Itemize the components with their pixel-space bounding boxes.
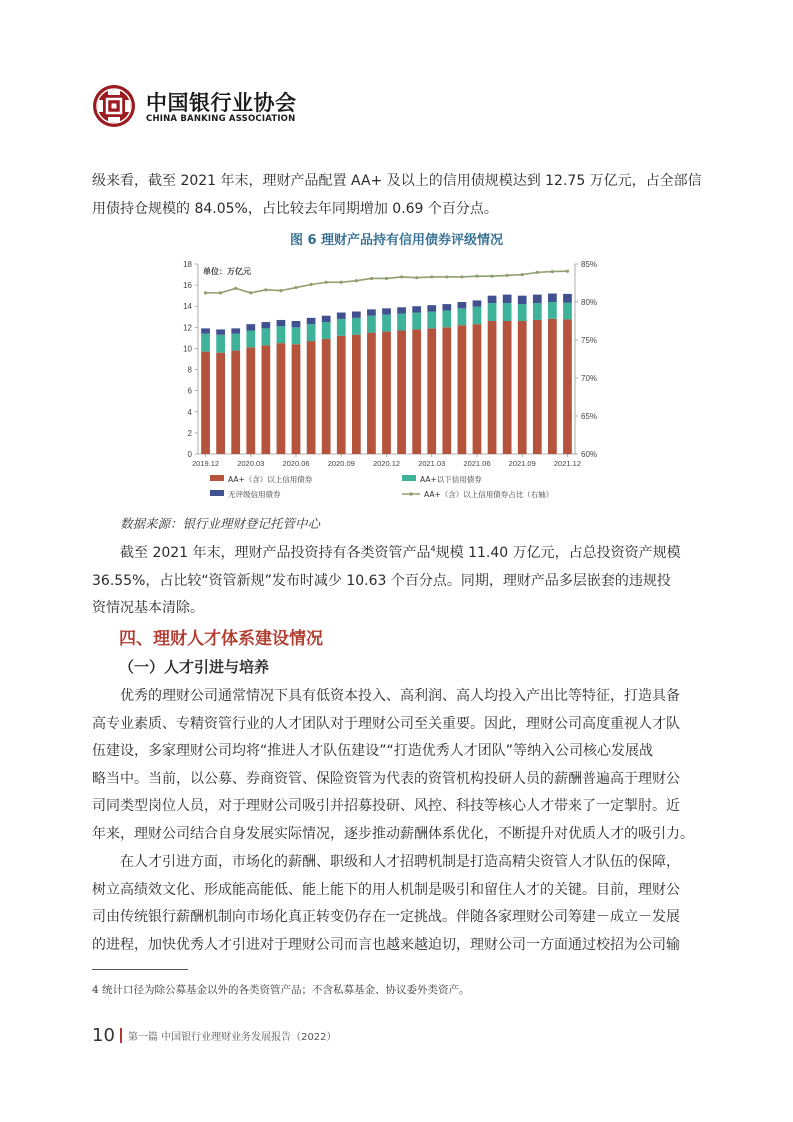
bar-aa-plus-above — [352, 335, 361, 454]
footer-divider — [120, 1028, 122, 1043]
bar-aa-plus-above — [442, 327, 451, 454]
ratio-point — [475, 275, 478, 278]
y2-tick-label: 60% — [581, 450, 598, 459]
bar-aa-plus-above — [503, 321, 512, 454]
unit-label: 单位：万亿元 — [203, 267, 251, 276]
ratio-point — [234, 287, 237, 290]
ratio-point — [400, 275, 403, 278]
bar-unrated — [503, 295, 512, 303]
org-name-cn: 中国银行业协会 — [146, 90, 297, 115]
text-line: 的进程，加快优秀人才引进对于理财公司而言也越来越迫切，理财公司一方面通过校招为公司输 — [92, 936, 680, 953]
y-tick-label: 10 — [183, 344, 192, 354]
x-tick-label: 2019.12 — [191, 459, 220, 468]
bar-aa-plus-below — [201, 334, 210, 352]
bar-aa-plus-above — [322, 339, 331, 454]
bar-aa-plus-above — [382, 332, 391, 454]
bar-unrated — [322, 316, 331, 322]
y-tick-label: 14 — [183, 302, 192, 312]
x-tick-label: 2020.09 — [327, 459, 355, 468]
ratio-point — [490, 275, 493, 278]
y-tick-label: 0 — [187, 450, 192, 459]
bar-unrated — [442, 304, 451, 310]
page-footer — [92, 1024, 337, 1046]
bar-unrated — [518, 296, 527, 304]
ratio-point — [506, 274, 509, 277]
ratio-point — [204, 291, 207, 294]
bar-aa-plus-above — [518, 321, 527, 454]
legend-swatch — [402, 475, 416, 481]
bar-aa-plus-above — [277, 343, 286, 454]
text-line: 资情况基本清除。 — [92, 600, 204, 616]
bar-aa-plus-below — [367, 316, 376, 333]
y-tick-label: 18 — [183, 260, 192, 269]
bar-aa-plus-below — [412, 313, 421, 330]
cba-logo-icon — [92, 84, 136, 128]
section-heading: 四、理财人才体系建设情况 — [119, 629, 323, 649]
x-tick-label: 2021.06 — [463, 459, 491, 468]
y-tick-label: 8 — [187, 365, 192, 375]
bar-aa-plus-below — [322, 322, 331, 339]
bar-aa-plus-below — [216, 335, 225, 353]
subsection-heading: （一）人才引进与培养 — [119, 658, 270, 676]
bar-unrated — [548, 294, 557, 302]
y-tick-label: 12 — [183, 323, 192, 333]
bar-aa-plus-above — [261, 345, 270, 454]
bar-aa-plus-above — [533, 320, 542, 454]
ratio-point — [460, 275, 463, 278]
ratio-point — [551, 270, 554, 273]
x-tick-label: 2020.12 — [372, 459, 401, 468]
ratio-point — [264, 288, 267, 291]
legend-swatch — [210, 475, 224, 481]
y2-tick-label: 65% — [581, 412, 598, 421]
ratio-point — [430, 275, 433, 278]
bar-aa-plus-above — [397, 331, 406, 455]
bar-aa-plus-below — [473, 307, 482, 324]
bar-aa-plus-below — [548, 302, 557, 319]
footnote-mark: 4 — [430, 544, 436, 554]
bar-aa-plus-above — [337, 336, 346, 454]
legend-label: AA+（含）以上信用债券占比（右轴） — [424, 490, 554, 499]
bar-aa-plus-below — [277, 326, 286, 343]
bar-aa-plus-below — [307, 324, 316, 341]
x-tick-label: 2020.03 — [237, 459, 265, 468]
bar-aa-plus-below — [427, 312, 436, 329]
bar-unrated — [216, 329, 225, 334]
x-tick-label: 2021.09 — [508, 459, 536, 468]
bar-unrated — [352, 312, 361, 318]
bar-aa-plus-above — [307, 341, 316, 454]
footer-text: 第一篇 中国银行业理财业务发展报告（2022） — [127, 1031, 337, 1043]
bar-aa-plus-below — [292, 327, 301, 344]
bar-unrated — [307, 318, 316, 324]
bar-aa-plus-below — [458, 308, 467, 325]
ratio-line — [206, 271, 568, 293]
bar-aa-plus-below — [382, 315, 391, 332]
y2-tick-label: 75% — [581, 336, 598, 345]
text-line: 高专业素质、专精资管行业的人才团队对于理财公司至关重要。因此，理财公司高度重视人才队 — [92, 715, 680, 732]
bar-aa-plus-above — [367, 333, 376, 454]
bar-unrated — [533, 295, 542, 303]
text-line: 级来看，截至 2021 年末，理财产品配置 AA+ 及以上的信用债规模达到 12.75 万亿元，占全部信 — [92, 173, 702, 189]
bar-aa-plus-above — [292, 344, 301, 454]
bar-unrated — [292, 321, 301, 327]
source-note: 数据来源：银行业理财登记托管中心 — [120, 516, 321, 531]
bar-aa-plus-above — [473, 324, 482, 454]
page-number: 10 — [92, 1024, 115, 1046]
x-tick-label: 2021.03 — [418, 459, 446, 468]
bar-aa-plus-above — [488, 321, 497, 454]
bar-unrated — [261, 322, 270, 328]
bar-aa-plus-above — [548, 319, 557, 454]
footnote-divider — [92, 969, 188, 970]
legend-point-swatch — [409, 492, 413, 496]
y-tick-label: 4 — [187, 407, 192, 417]
bar-unrated — [382, 308, 391, 314]
bar-unrated — [397, 307, 406, 313]
org-name-en: CHINA BANKING ASSOCIATION — [146, 114, 296, 124]
bar-aa-plus-below — [397, 314, 406, 331]
bar-aa-plus-above — [427, 328, 436, 454]
ratio-point — [385, 277, 388, 280]
ratio-point — [445, 275, 448, 278]
bar-aa-plus-above — [563, 319, 572, 454]
y2-tick-label: 80% — [581, 298, 598, 307]
ratio-point — [325, 281, 328, 284]
x-tick-label: 2021.12 — [553, 459, 582, 468]
y-tick-label: 2 — [187, 428, 192, 438]
paragraph-4 — [92, 849, 704, 959]
x-tick-label: 2020.06 — [282, 459, 310, 468]
legend-label: AA+以下信用债券 — [420, 475, 482, 484]
bar-unrated — [412, 306, 421, 312]
bar-unrated — [201, 328, 210, 333]
bar-aa-plus-above — [216, 353, 225, 454]
bar-unrated — [427, 305, 436, 311]
y-tick-label: 6 — [187, 386, 192, 396]
paragraph-1 — [92, 168, 704, 223]
text-line: 伍建设，多家理财公司均将“推进人才队伍建设”“打造优秀人才团队”等纳入公司核心发展战 — [92, 743, 654, 759]
bar-unrated — [277, 320, 286, 326]
bar-unrated — [563, 294, 572, 303]
bar-unrated — [458, 302, 467, 308]
credit-bond-chart — [170, 252, 610, 508]
text-line: 36.55%，占比较“资管新规”发布时减少 10.63 个百分点。同期，理财产品多层嵌套的违规投 — [92, 572, 671, 589]
ratio-point — [340, 281, 343, 284]
legend-swatch — [210, 490, 224, 496]
bar-aa-plus-above — [231, 351, 240, 454]
ratio-point — [249, 291, 252, 294]
text-line: 年来，理财公司结合自身发展实际情况，逐步推动薪酬体系优化，不断提升对优质人才的吸引力。 — [92, 825, 694, 842]
ratio-point — [370, 277, 373, 280]
bar-aa-plus-below — [533, 303, 542, 320]
bar-aa-plus-below — [563, 303, 572, 320]
text-line: 优秀的理财公司通常情况下具有低资本投入、高利润、高人均投入产出比等特征，打造具备 — [120, 688, 680, 704]
text-line: 司由传统银行薪酬机制向市场化真正转变仍存在一定挑战。伴随各家理财公司筹建－成立－发展 — [92, 909, 680, 925]
ratio-point — [355, 279, 358, 282]
ratio-point — [536, 271, 539, 274]
bar-aa-plus-below — [352, 318, 361, 335]
ratio-point — [310, 283, 313, 286]
text-line: 略当中。当前，以公募、券商资管、保险资管为代表的资管机构投研人员的薪酬普遍高于理财公 — [92, 770, 680, 787]
figure-title: 图 6 理财产品持有信用债券评级情况 — [289, 233, 504, 248]
bar-aa-plus-below — [261, 328, 270, 345]
bar-aa-plus-below — [246, 331, 255, 348]
paragraph-3 — [92, 683, 704, 848]
y2-tick-label: 85% — [581, 260, 598, 269]
y-tick-label: 16 — [183, 281, 192, 291]
paragraph-2 — [92, 540, 704, 623]
bar-aa-plus-below — [337, 319, 346, 336]
text-line: 在人才引进方面，市场化的薪酬、职级和人才招聘机制是打造高精尖资管人才队伍的保障， — [120, 854, 680, 870]
bar-aa-plus-below — [231, 334, 240, 351]
bar-aa-plus-below — [503, 303, 512, 321]
bar-unrated — [367, 309, 376, 315]
bar-unrated — [337, 313, 346, 319]
bar-unrated — [231, 328, 240, 333]
y2-tick-label: 70% — [581, 374, 598, 383]
ratio-point — [521, 273, 524, 276]
bar-unrated — [246, 324, 255, 330]
ratio-point — [279, 289, 282, 292]
text-fragment: 规模 11.40 万亿元，占总投资资产规模 — [435, 545, 681, 561]
bar-aa-plus-above — [458, 325, 467, 454]
ratio-point — [294, 286, 297, 289]
text-line: 树立高绩效文化、形成能高能低、能上能下的用人机制是吸引和留住人才的关键。目前，理财公 — [92, 881, 680, 898]
bar-aa-plus-above — [412, 329, 421, 454]
text-line: 用债持仓规模的 84.05%，占比较去年同期增加 0.69 个百分点。 — [92, 200, 498, 217]
bar-aa-plus-above — [201, 352, 210, 454]
text-fragment: 截至 2021 年末，理财产品投资持有各类资管产品 — [120, 545, 431, 561]
text-line: 司同类型岗位人员，对于理财公司吸引并招募投研、风控、科技等核心人才带来了一定掣肘。近 — [92, 798, 680, 814]
bar-aa-plus-below — [488, 303, 497, 321]
legend-label: AA+（含）以上信用债券 — [228, 475, 313, 484]
ratio-point — [219, 291, 222, 294]
bar-aa-plus-above — [246, 347, 255, 454]
ratio-point — [415, 276, 418, 279]
footnote: 4 统计口径为除公募基金以外的各类资管产品；不含私募基金、协议委外类资产。 — [92, 984, 470, 996]
bar-unrated — [473, 300, 482, 306]
bar-aa-plus-below — [442, 310, 451, 327]
ratio-point — [566, 270, 569, 273]
legend-label: 无评级信用债券 — [228, 490, 281, 499]
bar-aa-plus-below — [518, 304, 527, 321]
bar-unrated — [488, 296, 497, 303]
